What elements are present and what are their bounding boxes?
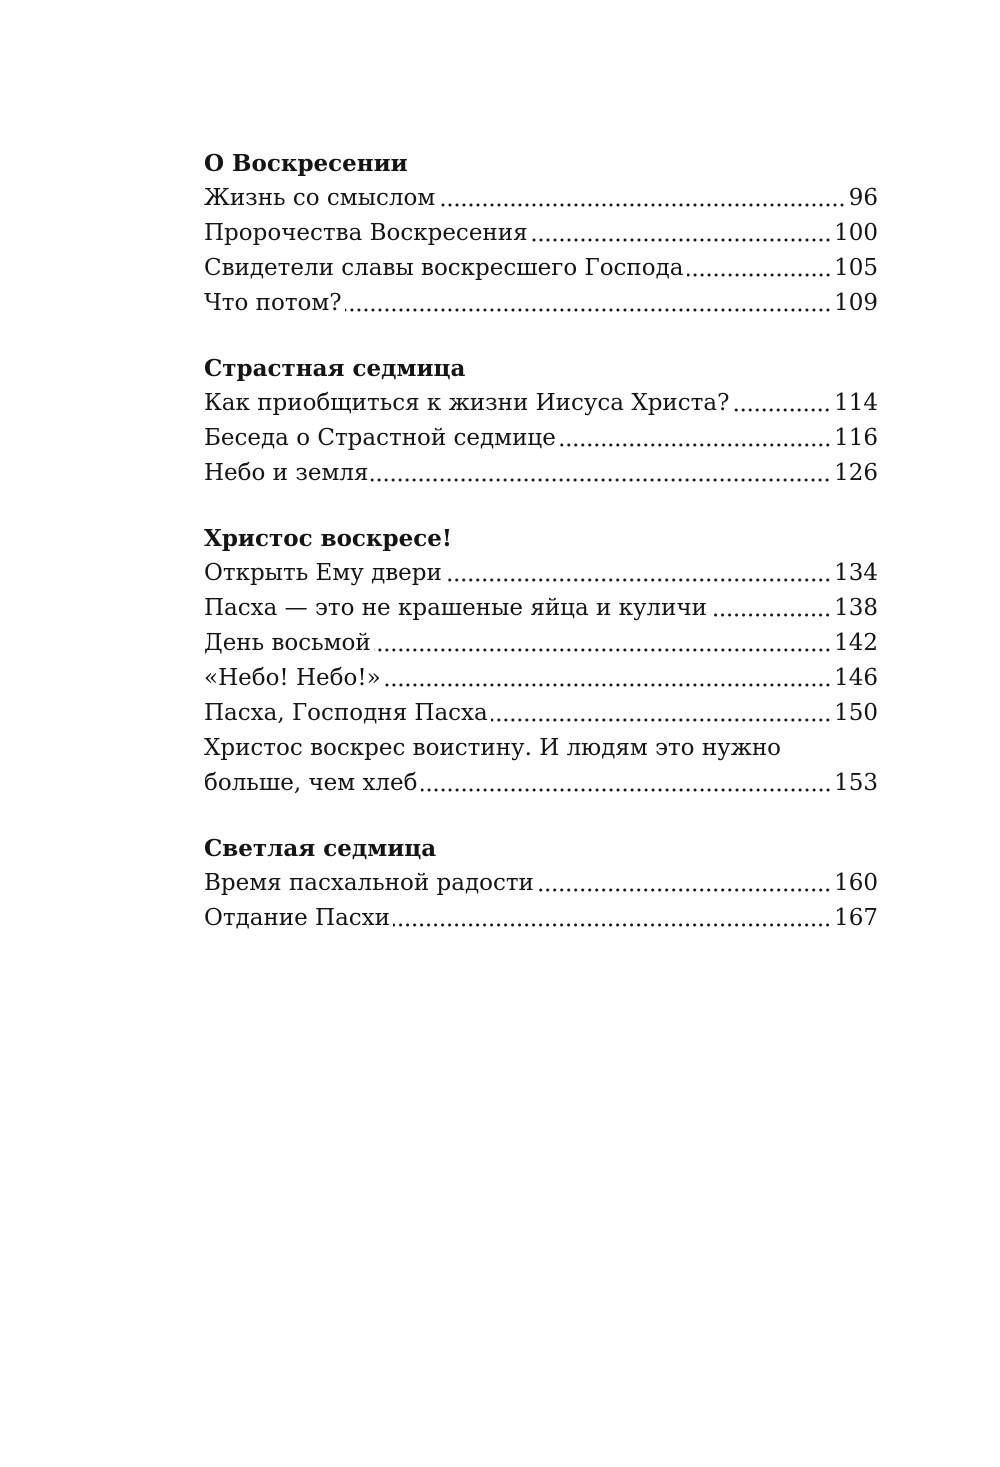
leader-dots — [732, 407, 831, 413]
leader-dots — [531, 237, 831, 243]
entry-page-number: 126 — [834, 460, 878, 486]
toc-entry-multiline[interactable] — [204, 731, 878, 801]
toc-section — [204, 521, 878, 801]
leader-dots — [687, 272, 832, 278]
leader-dots — [371, 477, 831, 483]
leader-dots — [345, 307, 831, 313]
toc-entry[interactable] — [204, 251, 878, 286]
entry-page-number: 109 — [834, 290, 878, 316]
toc-entry[interactable] — [204, 866, 878, 901]
toc-entry[interactable] — [204, 286, 878, 321]
toc-entry[interactable] — [204, 456, 878, 491]
leader-dots — [445, 577, 831, 583]
toc-entry[interactable] — [204, 216, 878, 251]
section-title: Страстная седмица — [204, 355, 466, 382]
entry-title: Пасха, Господня Пасха — [204, 700, 488, 726]
entry-title-line2: больше, чем хлеб — [204, 770, 418, 796]
entry-page-number: 105 — [834, 255, 878, 281]
entry-title-line1: Христос воскрес воистину. И людям это нужно — [204, 735, 782, 761]
toc-section — [204, 351, 878, 491]
leader-dots — [393, 922, 831, 928]
entry-title: Небо и земля — [204, 460, 369, 486]
entry-page-number: 96 — [848, 185, 878, 211]
entry-title: Свидетели славы воскресшего Господа — [204, 255, 684, 281]
entry-page-number: 142 — [834, 630, 878, 656]
entry-page-number: 100 — [834, 220, 878, 246]
entry-page-number: 134 — [834, 560, 878, 586]
leader-dots — [438, 202, 845, 208]
entry-page-number: 114 — [834, 390, 878, 416]
leader-dots — [537, 887, 831, 893]
leader-dots — [374, 647, 831, 653]
section-title: О Воскресении — [204, 150, 408, 177]
leader-dots — [559, 442, 831, 448]
table-of-contents — [204, 146, 878, 966]
entry-page-number: 116 — [834, 425, 878, 451]
toc-entry-continuation — [204, 766, 878, 801]
leader-dots — [491, 717, 831, 723]
entry-title: Открыть Ему двери — [204, 560, 442, 586]
toc-entry[interactable] — [204, 386, 878, 421]
entry-title: Время пасхальной радости — [204, 870, 534, 896]
leader-dots — [384, 682, 831, 688]
section-title: Христос воскресе! — [204, 525, 452, 552]
toc-entry[interactable] — [204, 901, 878, 936]
entry-title: «Небо! Небо!» — [204, 665, 381, 691]
entry-title: День восьмой — [204, 630, 371, 656]
leader-dots — [710, 612, 831, 618]
toc-entry[interactable] — [204, 591, 878, 626]
toc-entry[interactable] — [204, 626, 878, 661]
entry-page-number: 160 — [834, 870, 878, 896]
entry-title: Отдание Пасхи — [204, 905, 390, 931]
entry-page-number: 153 — [834, 770, 878, 796]
entry-page-number: 146 — [834, 665, 878, 691]
entry-title: Беседа о Страстной седмице — [204, 425, 556, 451]
entry-page-number: 138 — [834, 595, 878, 621]
entry-title: Что потом? — [204, 290, 342, 316]
entry-title: Пасха — это не крашеные яйца и куличи — [204, 595, 708, 621]
toc-entry[interactable] — [204, 696, 878, 731]
toc-section — [204, 831, 878, 936]
toc-entry[interactable] — [204, 421, 878, 456]
entry-title: Жизнь со смыслом — [204, 185, 436, 211]
entry-page-number: 167 — [834, 905, 878, 931]
entry-page-number: 150 — [834, 700, 878, 726]
entry-title: Как приобщиться к жизни Иисуса Христа? — [204, 390, 730, 416]
leader-dots — [421, 787, 832, 793]
section-title: Светлая седмица — [204, 835, 437, 862]
toc-entry[interactable] — [204, 181, 878, 216]
toc-entry[interactable] — [204, 556, 878, 591]
entry-title: Пророчества Воскресения — [204, 220, 528, 246]
toc-entry[interactable] — [204, 661, 878, 696]
toc-section — [204, 146, 878, 321]
